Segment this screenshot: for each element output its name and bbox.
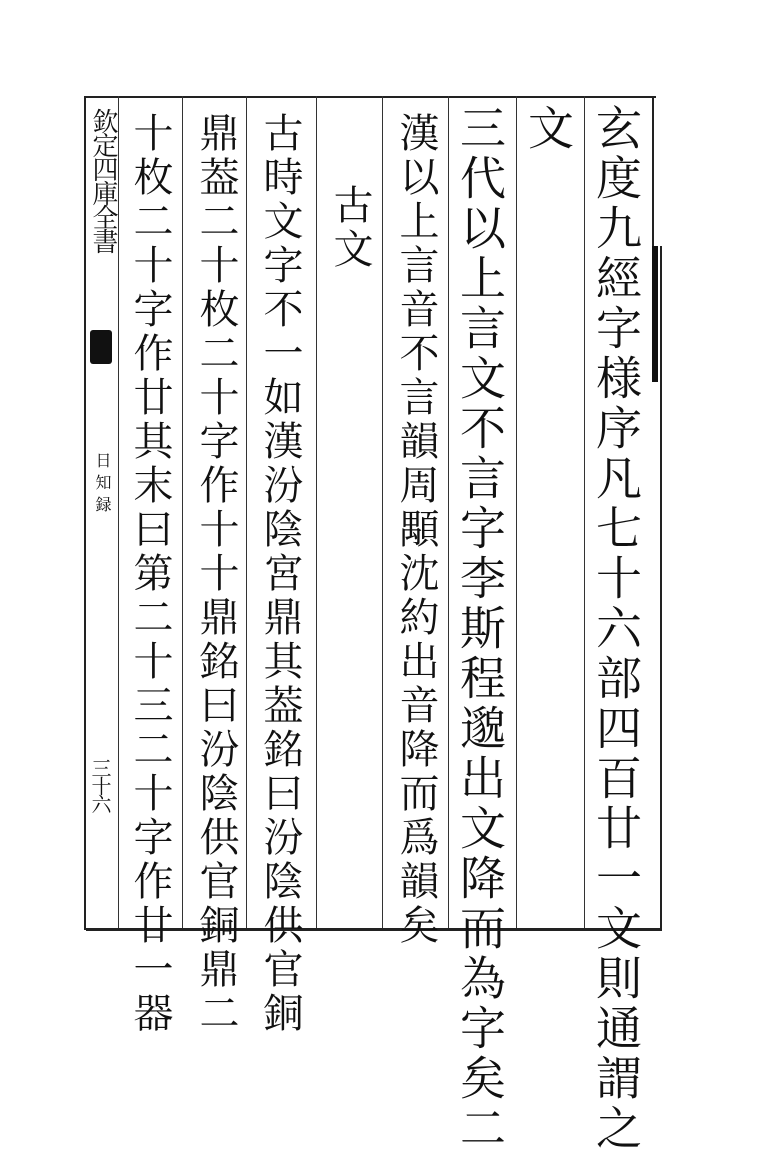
frame-right-rule-lower <box>660 246 662 930</box>
collection-title: 欽定四庫全書 <box>88 108 118 252</box>
column-divider <box>118 96 119 928</box>
column-divider <box>382 96 383 928</box>
column-divider <box>182 96 183 928</box>
fish-tail-mark <box>90 330 112 364</box>
text-column-4: 漢以上言音不言韻周顒沈約出音降而爲韻矣 <box>393 112 439 948</box>
text-column-2: 文 <box>521 104 575 154</box>
column-divider <box>246 96 247 928</box>
column-divider <box>448 96 449 928</box>
frame-left-rule <box>84 96 86 930</box>
column-divider <box>516 96 517 928</box>
frame-right-rule-upper <box>652 96 654 248</box>
text-column-8: 十枚二十字作廿其末曰第二十三二十字作廿一器 <box>127 112 173 1036</box>
column-divider <box>316 96 317 928</box>
section-heading: 古文 <box>327 184 373 272</box>
book-title: 日知録 <box>93 452 112 518</box>
text-column-6: 古時文字不一如漢汾陰宮鼎其葢銘曰汾陰供官銅 <box>257 112 303 1036</box>
text-column-1: 玄度九經字様序凡七十六部四百廿一文則通謂之 <box>589 104 643 1154</box>
page-number: 三十六 <box>88 758 112 812</box>
frame-right-thick-bar <box>652 246 658 382</box>
frame-top-rule <box>86 96 656 98</box>
text-column-3: 三代以上言文不言字李斯程邈出文降而為字矣二 <box>453 104 507 1154</box>
text-column-7: 鼎葢二十枚二十字作十十鼎銘曰汾陰供官銅鼎二 <box>193 112 239 1036</box>
column-divider <box>584 96 585 928</box>
